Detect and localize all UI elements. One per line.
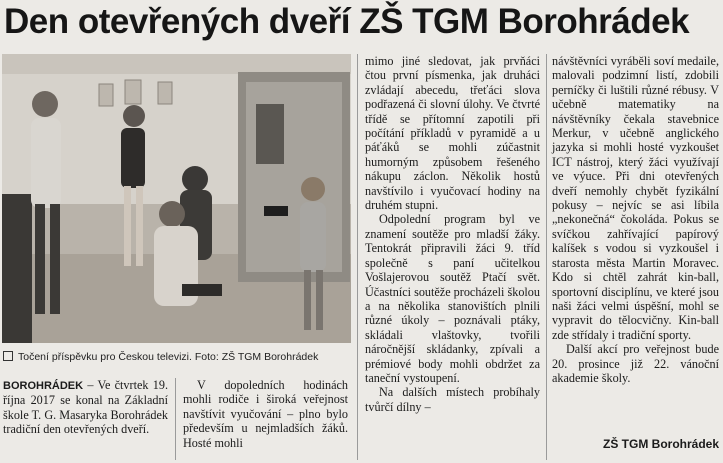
caption-text: Točení příspěvku pro Českou televizi.: [18, 351, 192, 363]
caption-bullet-icon: [3, 351, 13, 361]
headline: Den otevřených dveří ZŠ TGM Borohrádek: [4, 2, 690, 41]
signature: ZŠ TGM Borohrádek: [602, 437, 719, 451]
column-4: [552, 54, 719, 385]
column-1: [3, 378, 168, 437]
photo-credit: Foto: ZŠ TGM Borohrádek: [194, 351, 319, 363]
dateline: BOROHRÁDEK: [3, 380, 84, 392]
column-divider: [175, 378, 176, 460]
photo-caption: [2, 347, 351, 367]
column-3: [365, 54, 540, 414]
photo-illustration: [2, 54, 351, 343]
paragraph-morning-cont: mimo jiné sledovat, jak prvňáci čtou první písmenka, jak druháci zvládají abecedu, třeťáci slova podřazená či slovní úlohy. Ve čtvrté třídě se přítomní zapotili při počítání příkladů v pyramidě a u páťáků se mohli zúčastnit humorným způsobem řešeného nákupu záclon. Několik hostů navštívilo i vyučovací hodiny na druhém stupni.: [365, 54, 540, 213]
paragraph-workshops-cont: návštěvníci vyráběli soví medaile, malovali podzimní listí, zdobili perníčky či luštili různé rébusy. V učebně matematiky na návštěvníky čekala stavebnice Merkur, v učebně anglického jazyka si mohli hosté vyzkoušet ICT nástroj, který žáci využívají ve výuce. Při dni otevřených dveří nemohly chybět fyzikální pokusy – nejvíc se asi líbila „nekonečná“ čokoláda. Pokus se svíčkou zahřívající papírový kalíšek s vodou si vyzkoušel i starosta města Martin Moravec. Kdo si chtěl zahrát kin-ball, sportovní disciplínu, ve které jsou naši žáci velmi úspěšní, mohl se vypravit do tělocvičny. Kin-ball zde střídaly i tradiční sporty.: [552, 54, 719, 342]
paragraph-afternoon: Odpolední program byl ve znamení soutěže pro mladší žáky. Tentokrát připravili žáci 9. tříd společně s paní učitelkou Vošlajerovou soutěž Ptačí svět. Účastníci soutěže procházeli školou a na několika stanovištích plnili různé úkoly – poznávali ptáky, skládali vlaštovky, tvořili náročnější skládanky, zpívali a prémiové body mohli obdržet za taneční vystoupení.: [365, 212, 540, 385]
paragraph-morning: V dopoledních hodinách mohli rodiče i široká veřejnost navštívit vyučování – plno bylo především u nejmladších žáků. Hosté mohli: [183, 378, 348, 450]
column-divider: [546, 54, 547, 460]
paragraph-workshops: Na dalších místech probíhaly tvůrčí dílny –: [365, 385, 540, 414]
column-2: [183, 378, 348, 450]
column-divider: [357, 54, 358, 460]
article-photo: [2, 54, 351, 343]
paragraph-next-event: Další akcí pro veřejnost bude 20. prosince již 22. vánoční akademie školy.: [552, 342, 719, 385]
intro-text: – Ve čtvrtek 19. října 2017 se konal na Základní škole T. G. Masaryka Borohrádek tradiční den otevřených dveří.: [3, 378, 168, 437]
paragraph-intro: [3, 378, 168, 437]
